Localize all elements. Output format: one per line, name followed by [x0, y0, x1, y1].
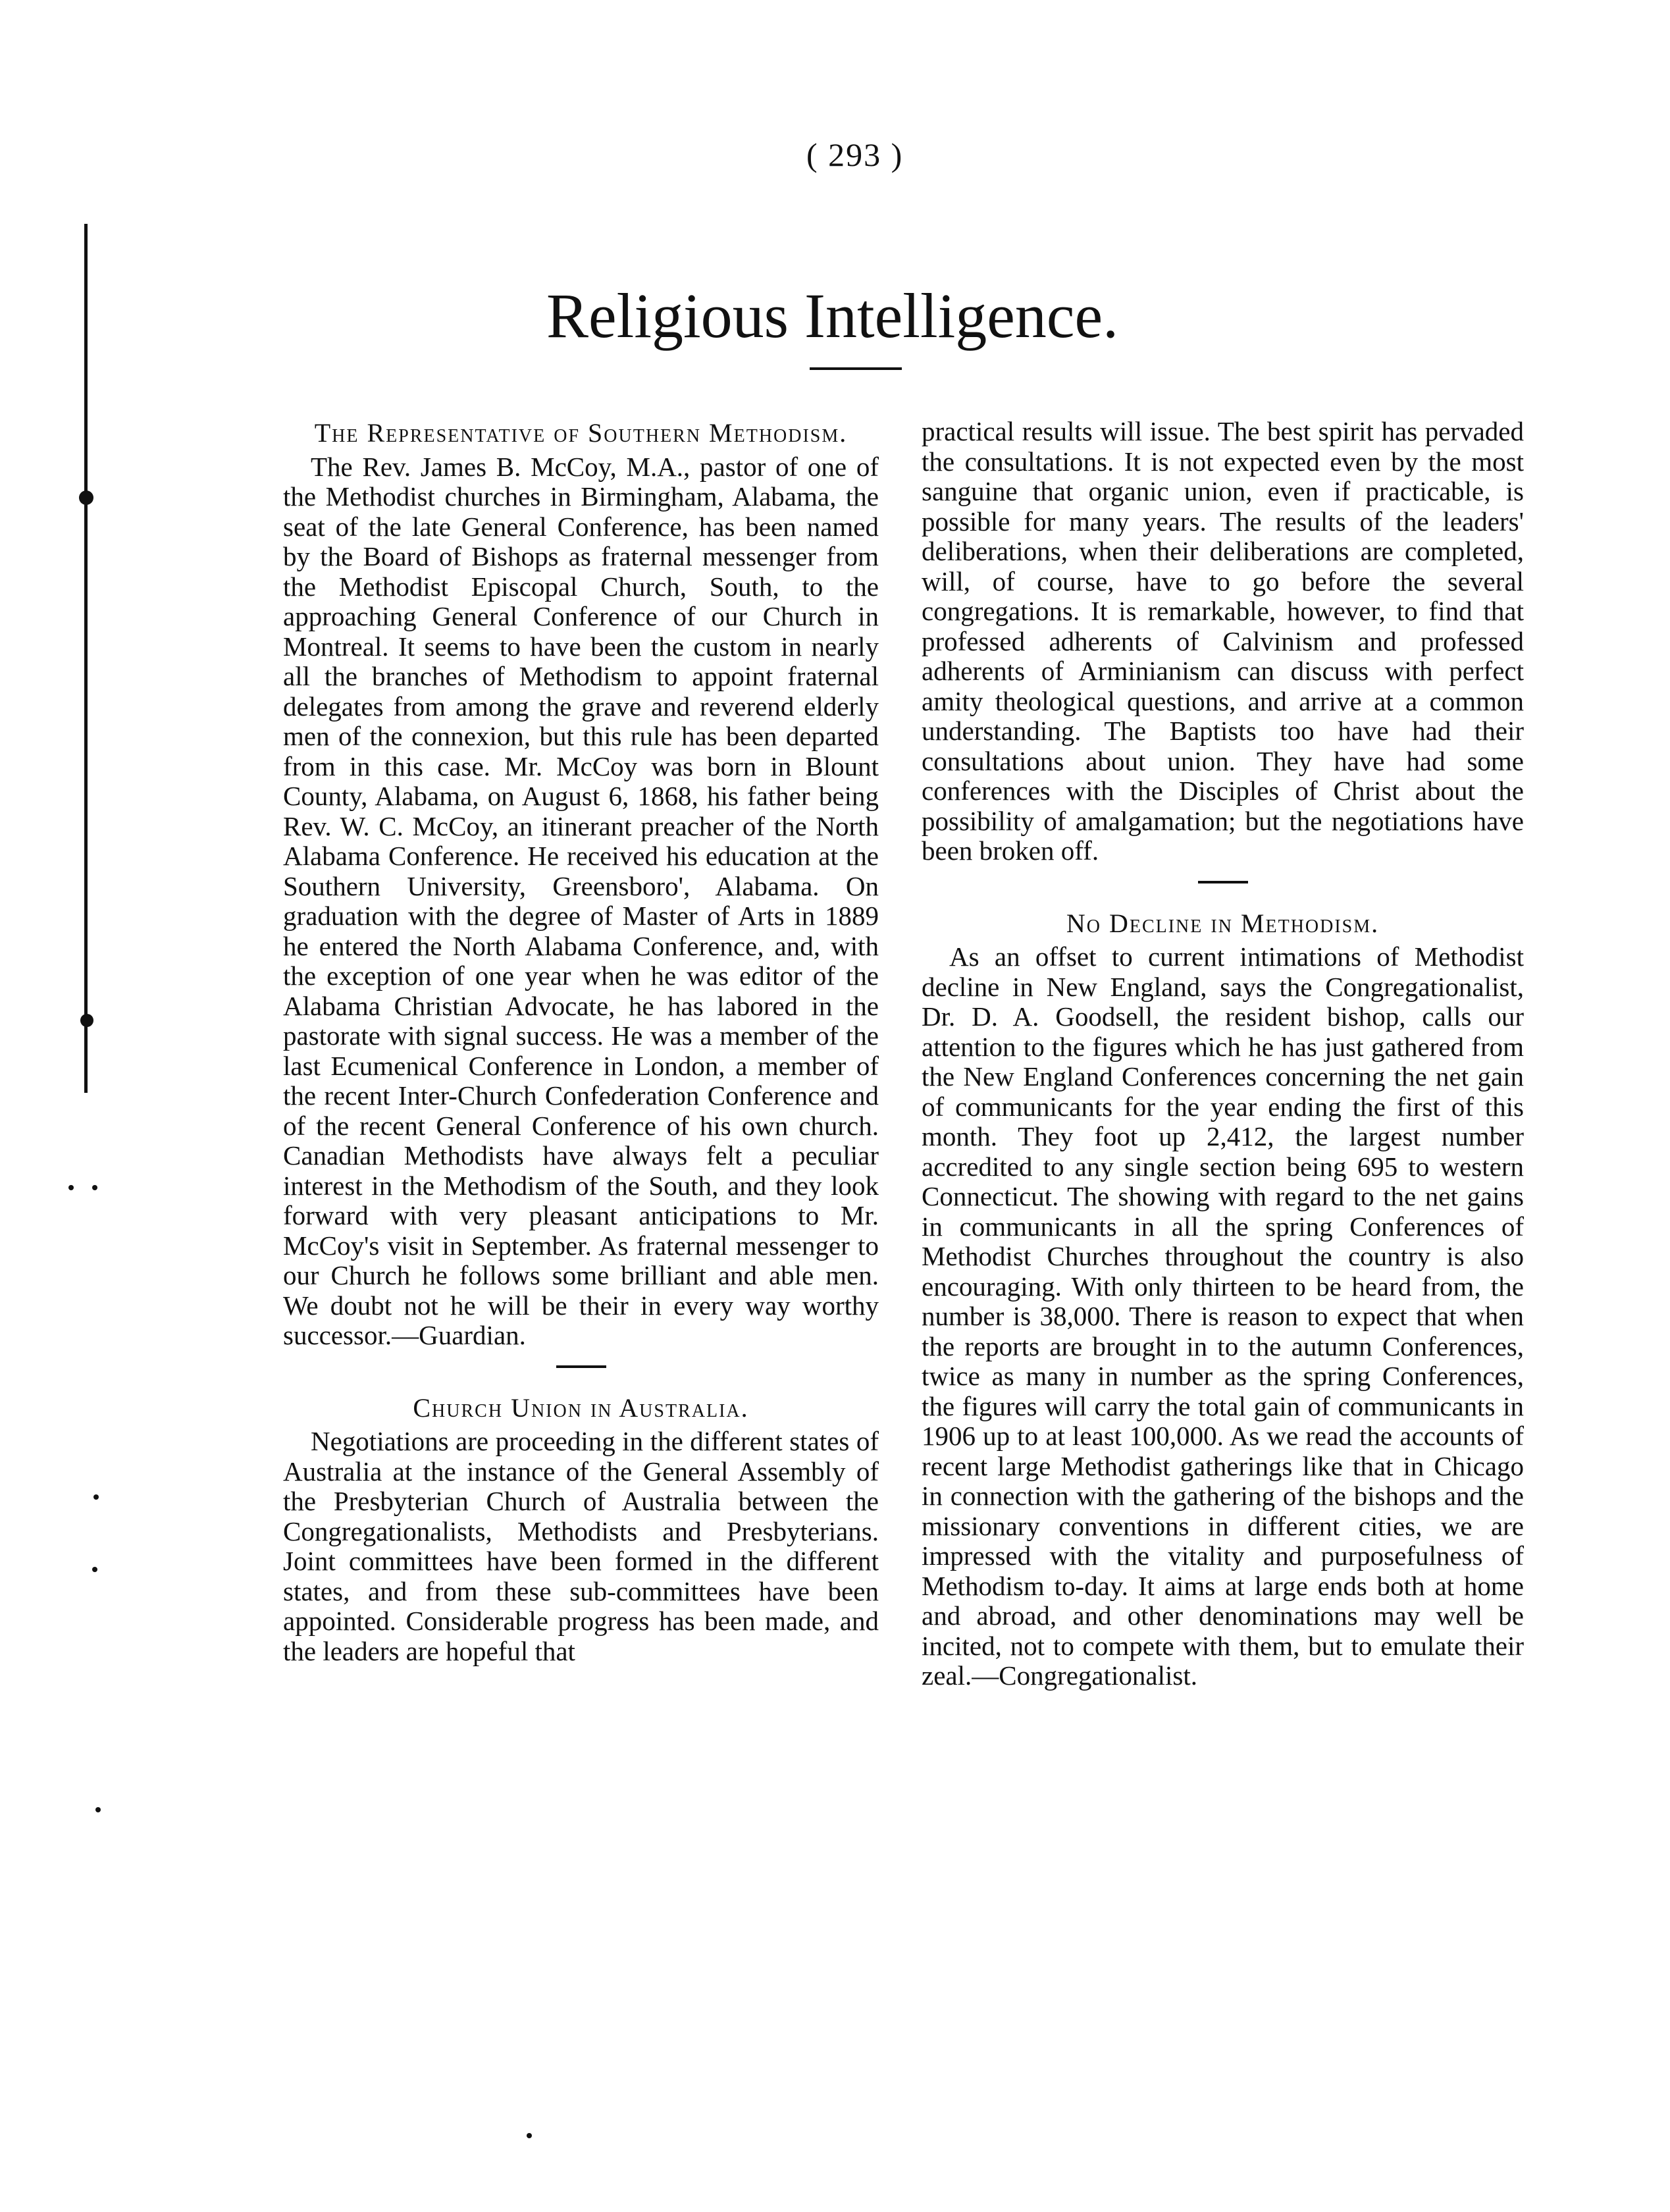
article-paragraph: As an offset to current intimations of Methodist decline in New England, says the Congregationalist, Dr. D. A. Goodsell, the resident bishop, calls our attention to the figures which he has just gathered from the New England Conferences concerning the net gain of communicants for the year ending the first of this month. They foot up 2,412, the largest number accredited to any single section being 695 to western Connecticut. The showing with regard to the net gains in communicants in all the spring Conferences of Methodist Churches throughout the country is also encouraging. With only thirteen to be heard from, the number is 38,000. There is reason to expect that when the reports are brought in to the autumn Conferences, twice as many in number as the spring Conferences, the figures will carry the total gain of communicants in 1906 up to at least 100,000. As we read the accounts of recent large Methodist gatherings like that in Chicago in connection with the gathering of the bishops and the missionary conventions in different cities, we are impressed with the vitality and purposefulness of Methodism to-day. It aims at large ends both at home and abroad, and other denominations may well be incited, not to compete with them, but to emulate their zeal.—Congregationalist.	[922, 941, 1524, 1691]
margin-speck	[68, 1185, 74, 1190]
margin-binding-line	[84, 224, 88, 1093]
margin-speck	[92, 1185, 97, 1190]
left-column	[283, 418, 879, 1666]
page-title: Religious Intelligence.	[546, 280, 1119, 352]
margin-mark	[80, 1014, 93, 1027]
right-column	[922, 417, 1524, 1691]
article-paragraph-continued: practical results will issue. The best spirit has pervaded the consultations. It is not expected even by the most sanguine that organic union, even if practicable, is possible for many years. The results of the leaders' deliberations, when their deliberations are completed, will, of course, have to go before the several congregations. It is remarkable, however, to find that professed adherents of Calvinism and professed adherents of Arminianism can discuss with perfect amity theological questions, and arrive at a common understanding. The Baptists too have had their consultations about union. They have had some conferences with the Disciples of Christ about the possibility of amalgamation; but the negotiations have been broken off.	[922, 416, 1524, 866]
article-paragraph: Negotiations are proceeding in the different states of Australia at the instance of the General Assembly of the Presbyterian Church of Australia between the Congregationalists, Methodists and Presbyterians. Joint committees have been formed in the different states, and from these sub-committees have been appointed. Considerable progress has been made, and the leaders are hopeful that	[283, 1426, 879, 1666]
section-rule	[1198, 881, 1248, 883]
page-number: ( 293 )	[806, 136, 904, 173]
margin-speck	[95, 1807, 101, 1812]
article-heading: Church Union in Australia.	[413, 1392, 749, 1423]
margin-mark	[79, 490, 93, 505]
title-rule	[810, 367, 902, 370]
section-rule	[556, 1365, 606, 1368]
article-heading: No Decline in Methodism.	[1066, 908, 1380, 938]
article-heading: The Representative of Southern Methodism.	[314, 418, 848, 448]
page-speck	[527, 2133, 532, 2138]
margin-speck	[93, 1494, 99, 1500]
margin-speck	[92, 1567, 97, 1572]
article-paragraph: The Rev. James B. McCoy, M.A., pastor of one of the Methodist churches in Birmingham, Alabama, the seat of the late General Conference, has been named by the Board of Bishops as fraternal messenger from the Methodist Episcopal Church, South, to the approaching General Conference of our Church in Montreal. It seems to have been the custom in nearly all the branches of Methodism to appoint fraternal delegates from among the grave and reverend elderly men of the connexion, but this rule has been departed from in this case. Mr. McCoy was born in Blount County, Alabama, on August 6, 1868, his father being Rev. W. C. McCoy, an itinerant preacher of the North Alabama Conference. He received his education at the Southern University, Greensboro', Alabama. On graduation with the degree of Master of Arts in 1889 he entered the North Alabama Conference, and, with the exception of one year when he was editor of the Alabama Christian Advocate, he has labored in the pastorate with signal success. He was a member of the last Ecumenical Conference in London, a member of the recent Inter-Church Confederation Conference and of the recent General Conference of his own church. Canadian Methodists have always felt a peculiar interest in the Methodism of the South, and they look forward with very pleasant anticipations to Mr. McCoy's visit in September. As fraternal messenger to our Church he follows some brilliant and able men. We doubt not he will be their in every way worthy successor.—Guardian.	[283, 451, 879, 1350]
